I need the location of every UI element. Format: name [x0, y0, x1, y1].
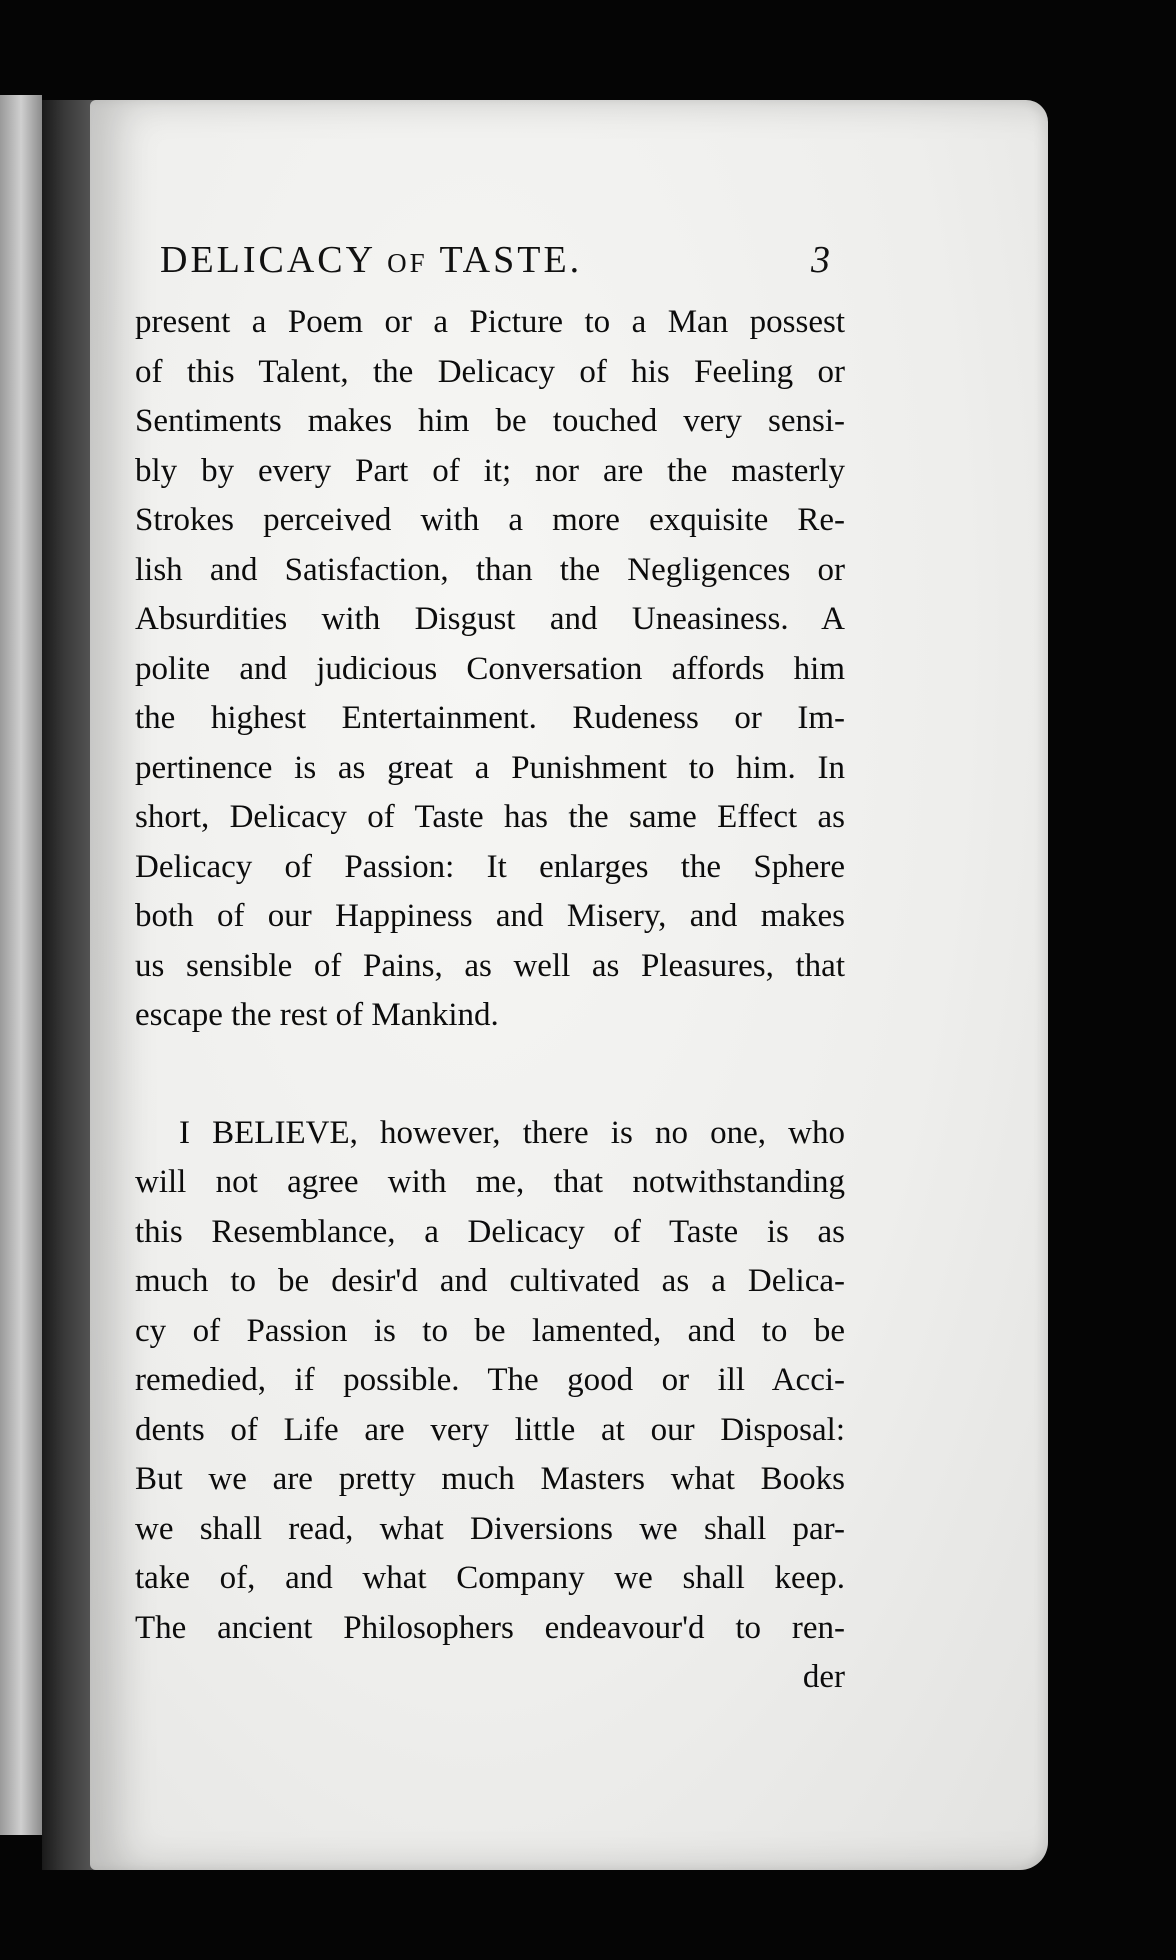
page-number: 3 — [811, 239, 830, 281]
catchword: der — [802, 1659, 845, 1695]
text-line: us sensible of Pains, as well as Pleasures, that — [135, 947, 845, 984]
text-line: pertinence is as great a Punishment to him. In — [135, 749, 845, 786]
text-line: Absurdities with Disgust and Uneasiness. A — [135, 601, 845, 637]
text-line: lish and Satisfaction, than the Negligences or — [135, 551, 845, 588]
text-line: Strokes perceived with a more exquisite Re- — [135, 502, 845, 538]
text-line: present a Poem or a Picture to a Man possest — [135, 304, 845, 340]
paragraph-1 — [135, 298, 845, 1041]
text-line: much to be desir'd and cultivated as a Delica- — [135, 1263, 845, 1299]
text-line: Sentiments makes him be touched very sensi- — [135, 403, 845, 439]
text-line: bly by every Part of it; nor are the masterly — [135, 452, 845, 489]
text-line: will not agree with me, that notwithstanding — [135, 1164, 845, 1200]
text-line: dents of Life are very little at our Disposal: — [135, 1411, 845, 1448]
text-line: escape the rest of Mankind. — [135, 997, 499, 1033]
left-page-edge — [0, 95, 42, 1835]
paragraph-2 — [135, 1109, 845, 1654]
text-line: polite and judicious Conversation affords him — [135, 650, 845, 687]
text-line: we shall read, what Diversions we shall par- — [135, 1510, 845, 1547]
text-line: take of, and what Company we shall keep. — [135, 1560, 845, 1596]
text-line: this Resemblance, a Delicacy of Taste is as — [135, 1213, 845, 1250]
text-line: short, Delicacy of Taste has the same Effect as — [135, 799, 845, 835]
running-head: DELICACY of TASTE. — [160, 239, 583, 281]
paragraph-gap — [135, 1041, 845, 1109]
text-line: The ancient Philosophers endeavour'd to ren- — [135, 1609, 845, 1646]
text-line: the highest Entertainment. Rudeness or Im- — [135, 700, 845, 736]
text-line: of this Talent, the Delicacy of his Feeling or — [135, 353, 845, 390]
text-line: both of our Happiness and Misery, and makes — [135, 898, 845, 934]
text-line: cy of Passion is to be lamented, and to be — [135, 1312, 845, 1349]
text-line: Delicacy of Passion: It enlarges the Sphere — [135, 848, 845, 885]
text-line: I BELIEVE, however, there is no one, who — [179, 1114, 845, 1151]
text-block — [135, 298, 845, 1703]
text-line: But we are pretty much Masters what Books — [135, 1461, 845, 1497]
text-line: remedied, if possible. The good or ill Acci- — [135, 1362, 845, 1398]
